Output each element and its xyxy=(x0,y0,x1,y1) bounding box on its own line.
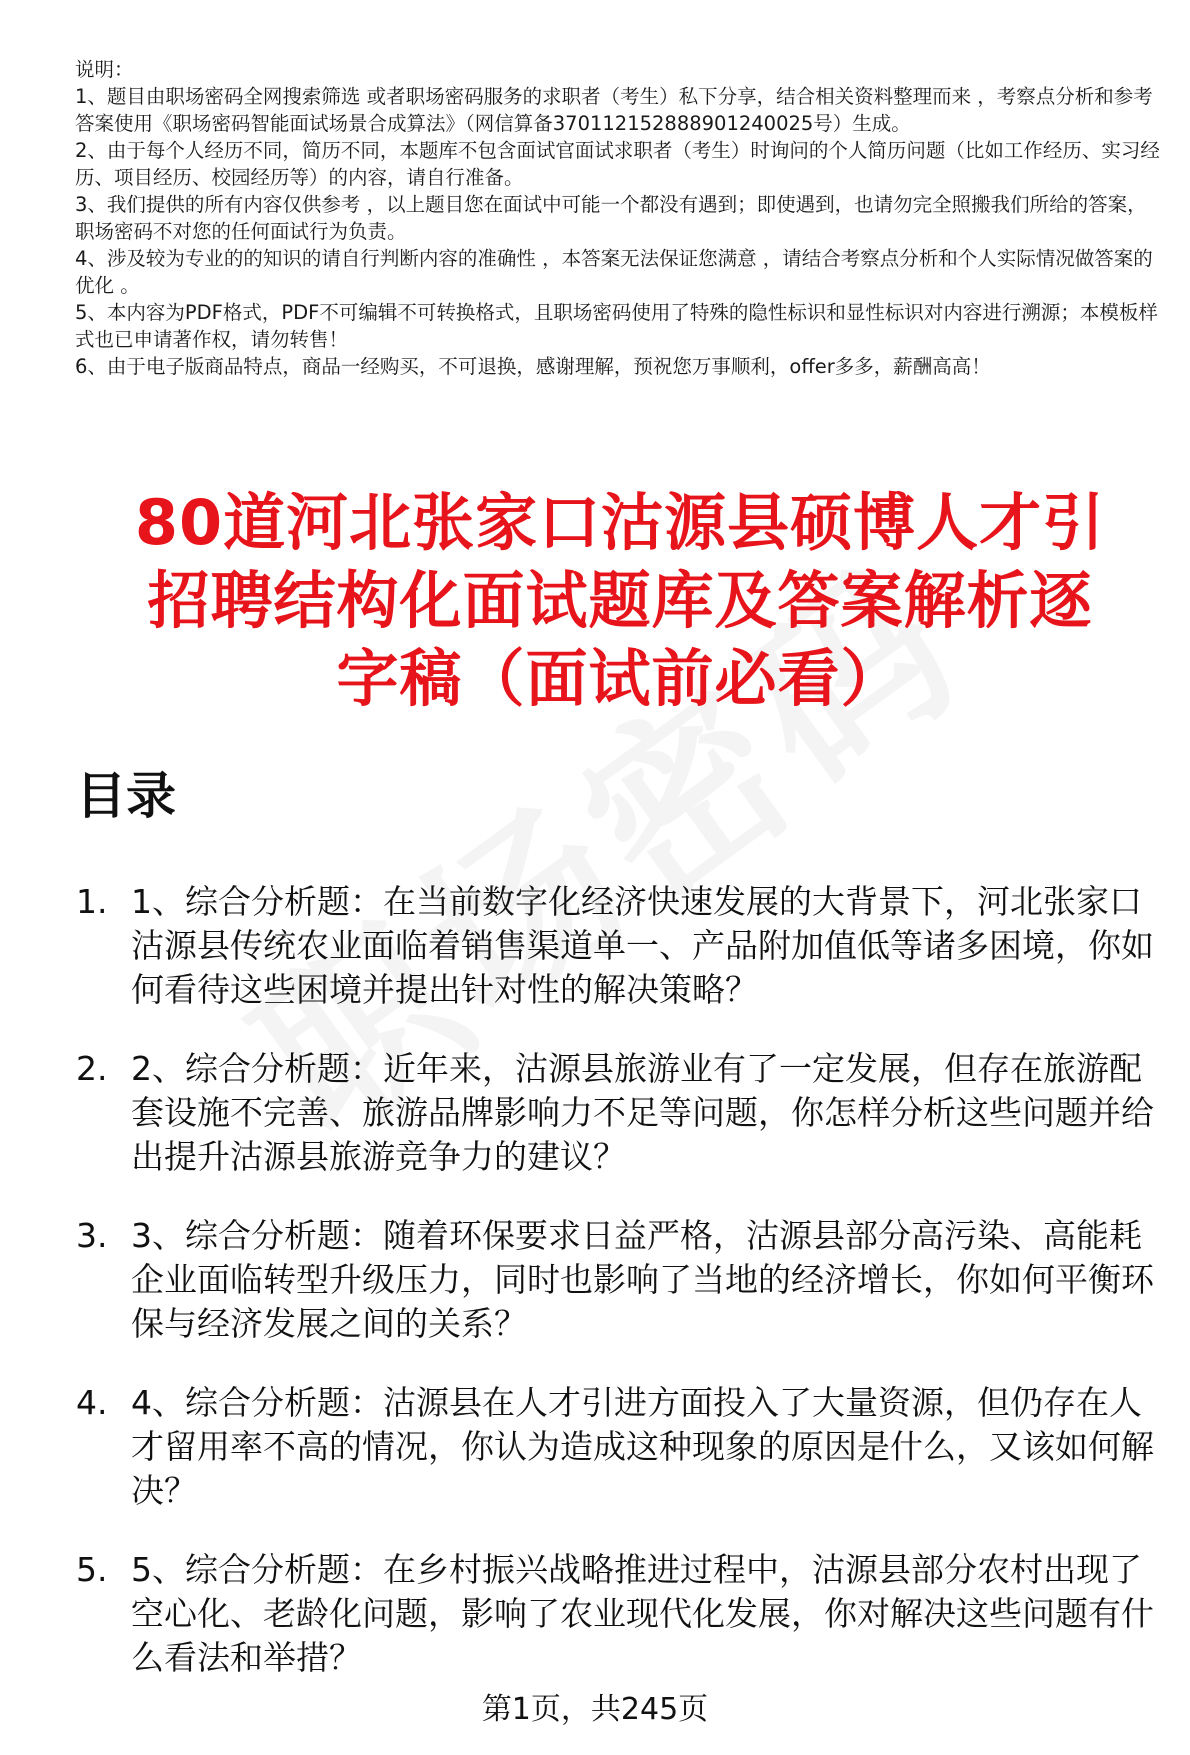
page-number: 第1页，共245页 xyxy=(481,1692,709,1727)
toc-item[interactable] xyxy=(76,1548,1166,1680)
toc-item-text: 2、综合分析题：近年来，沽源县旅游业有了一定发展，但存在旅游配套设施不完善、旅游品牌影响力不足等问题，你怎样分析这些问题并给出提升沽源县旅游竞争力的建议？ xyxy=(131,1049,1154,1176)
document-title xyxy=(70,484,1170,718)
title-line: 字稿（面试前必看） xyxy=(336,642,904,715)
toc-item[interactable] xyxy=(76,1214,1166,1346)
toc-item[interactable] xyxy=(76,1047,1166,1179)
toc-list xyxy=(76,880,1166,1715)
notice-item: 1、题目由职场密码全网搜索筛选 或者职场密码服务的求职者（考生）私下分享，结合相关资料整理而来 ，考察点分析和参考答案使用《职场密码智能面试场景合成算法》（网信算备370112152888901240025号）生成。 xyxy=(75,85,1153,135)
toc-item-number: 3. xyxy=(76,1216,108,1255)
toc-item-number: 2. xyxy=(76,1049,108,1088)
toc-item-number: 5. xyxy=(76,1550,108,1589)
title-line: 招聘结构化面试题库及答案解析逐 xyxy=(147,564,1093,637)
toc-item-text: 1、综合分析题：在当前数字化经济快速发展的大背景下，河北张家口沽源县传统农业面临着销售渠道单一、产品附加值低等诸多困境，你如何看待这些困境并提出针对性的解决策略？ xyxy=(131,882,1154,1009)
title-line: 80道河北张家口沽源县硕博人才引 xyxy=(134,486,1106,559)
toc-item-number: 4. xyxy=(76,1383,108,1422)
notice-title: 说明： xyxy=(75,58,134,81)
notice-block xyxy=(75,56,1165,380)
notice-item: 4、涉及较为专业的的知识的请自行判断内容的准确性 ，本答案无法保证您满意 ，请结合考察点分析和个人实际情况做答案的优化 。 xyxy=(75,247,1153,297)
toc-item-text: 4、综合分析题：沽源县在人才引进方面投入了大量资源，但仍存在人才留用率不高的情况，你认为造成这种现象的原因是什么，又该如何解决？ xyxy=(131,1383,1154,1510)
notice-item: 3、我们提供的所有内容仅供参考 ，以上题目您在面试中可能一个都没有遇到；即使遇到，也请勿完全照搬我们所给的答案，职场密码不对您的任何面试行为负责。 xyxy=(75,193,1147,243)
toc-item-text: 5、综合分析题：在乡村振兴战略推进过程中，沽源县部分农村出现了空心化、老龄化问题，影响了农业现代化发展，你对解决这些问题有什么看法和举措？ xyxy=(131,1550,1154,1677)
notice-item: 2、由于每个人经历不同，简历不同，本题库不包含面试官面试求职者（考生）时询问的个人简历问题（比如工作经历、实习经历、项目经历、校园经历等）的内容，请自行准备。 xyxy=(75,139,1160,189)
notice-item: 6、由于电子版商品特点，商品一经购买，不可退换，感谢理解，预祝您万事顺利，offer多多，薪酬高高！ xyxy=(75,355,991,378)
toc-item[interactable] xyxy=(76,1381,1166,1513)
toc-item-number: 1. xyxy=(76,882,108,921)
notice-item: 5、本内容为PDF格式，PDF不可编辑不可转换格式，且职场密码使用了特殊的隐性标识和显性标识对内容进行溯源；本模板样式也已申请著作权，请勿转售！ xyxy=(75,301,1158,351)
toc-item-text: 3、综合分析题：随着环保要求日益严格，沽源县部分高污染、高能耗企业面临转型升级压力，同时也影响了当地的经济增长，你如何平衡环保与经济发展之间的关系？ xyxy=(131,1216,1154,1343)
toc-heading: 目录 xyxy=(76,767,176,825)
toc-item[interactable] xyxy=(76,880,1166,1012)
